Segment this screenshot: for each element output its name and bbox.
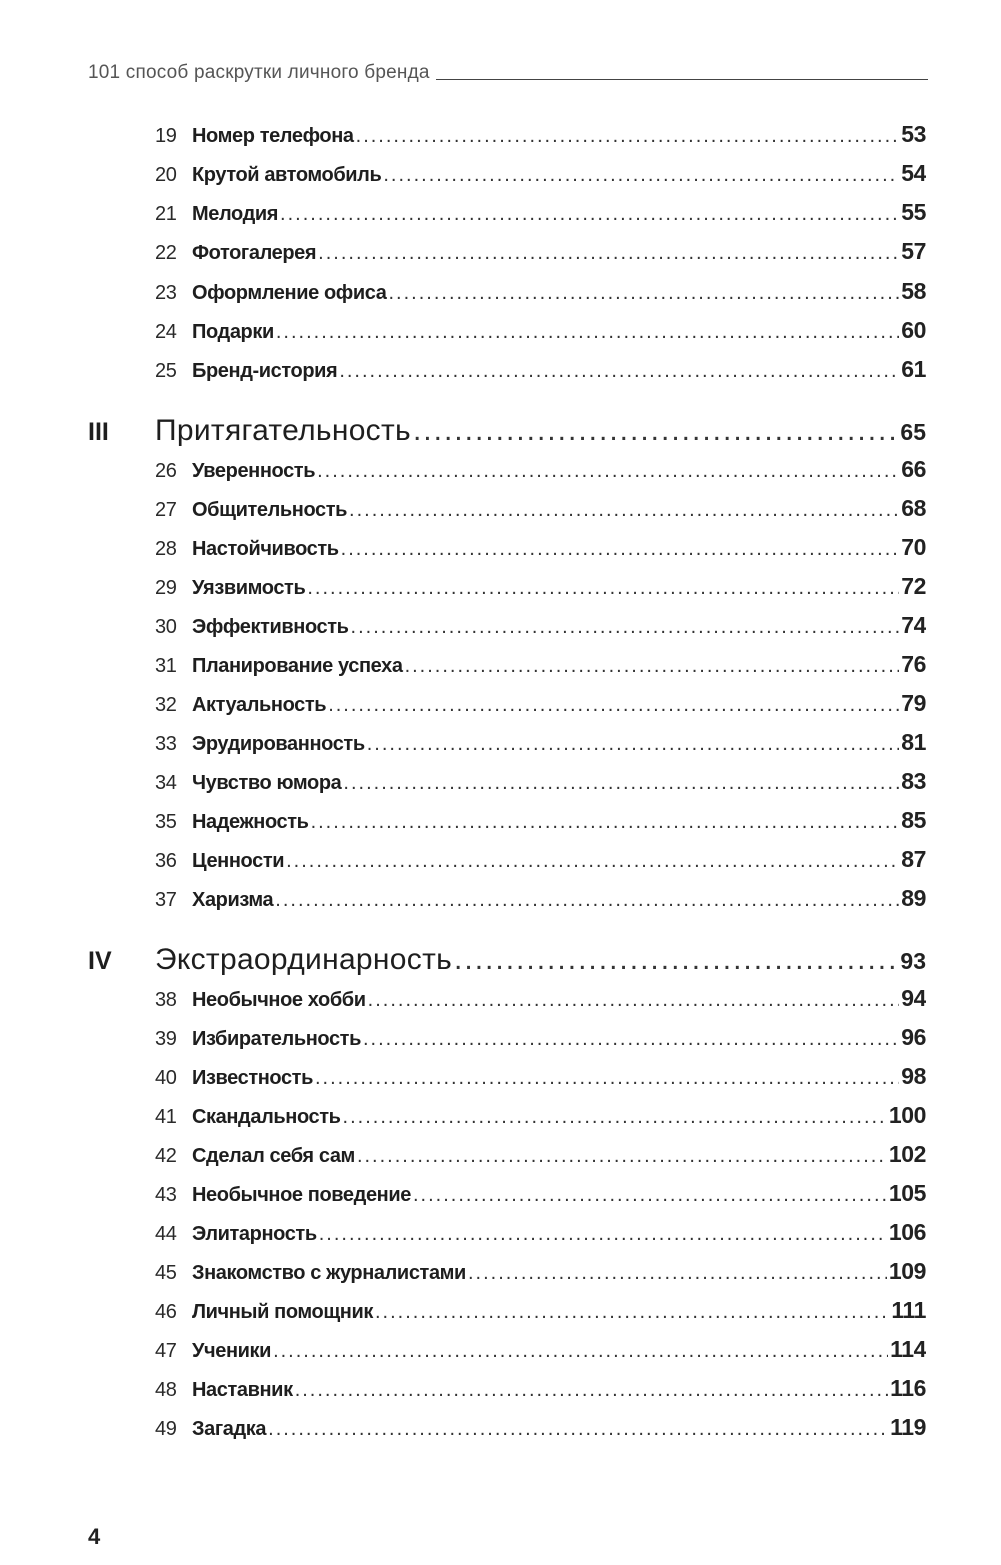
- dot-leader: [343, 772, 899, 795]
- dot-leader: [351, 616, 900, 639]
- entry-number: 37: [155, 889, 177, 911]
- entry-title: Необычное хобби: [192, 989, 366, 1011]
- entry-number: 28: [155, 538, 177, 560]
- page-ref: 83: [901, 768, 926, 794]
- page-ref: 94: [901, 985, 926, 1011]
- chapter-title: Притягательность: [155, 414, 411, 447]
- page-ref: 60: [901, 317, 926, 343]
- entry-number: 27: [155, 499, 177, 521]
- page-ref: 55: [901, 199, 926, 225]
- entry-number: 46: [155, 1301, 177, 1323]
- page-ref: 76: [901, 651, 926, 677]
- entry-title: Личный помощник: [192, 1301, 373, 1323]
- entry-title: Эрудированность: [192, 733, 365, 755]
- dot-leader: [315, 1067, 899, 1090]
- entry-title: Фотогалерея: [192, 242, 317, 264]
- entry-title: Чувство юмора: [192, 772, 342, 794]
- running-header: [88, 62, 928, 84]
- toc-entry[interactable]: [155, 1414, 926, 1441]
- entry-title: Избирательность: [192, 1028, 361, 1050]
- dot-leader: [367, 733, 899, 756]
- toc-entry[interactable]: [155, 1258, 926, 1285]
- entry-title: Наставник: [192, 1379, 293, 1401]
- entry-number: 33: [155, 733, 177, 755]
- dot-leader: [405, 655, 900, 678]
- entry-number: 32: [155, 694, 177, 716]
- entry-title: Харизма: [192, 889, 274, 911]
- dot-leader: [357, 1145, 887, 1168]
- entry-number: 44: [155, 1223, 177, 1245]
- toc-entry[interactable]: [155, 1141, 926, 1168]
- dot-leader: [317, 460, 899, 483]
- page-ref: 98: [901, 1063, 926, 1089]
- entry-number: 34: [155, 772, 177, 794]
- toc-entry[interactable]: [155, 356, 926, 383]
- toc-entry[interactable]: [155, 238, 926, 265]
- toc-entry[interactable]: [155, 495, 926, 522]
- toc-entry[interactable]: [155, 768, 926, 795]
- toc-entry[interactable]: [155, 846, 926, 873]
- entry-number: 22: [155, 242, 177, 264]
- entry-number: 26: [155, 460, 177, 482]
- toc-entry[interactable]: [155, 651, 926, 678]
- toc-entry[interactable]: [155, 985, 926, 1012]
- page-ref: 54: [901, 160, 926, 186]
- toc-entry[interactable]: [155, 121, 926, 148]
- page-ref: 96: [901, 1024, 926, 1050]
- entry-number: 49: [155, 1418, 177, 1440]
- page-ref: 72: [901, 573, 926, 599]
- entry-title: Планирование успеха: [192, 655, 403, 677]
- dot-leader: [388, 282, 899, 305]
- toc-entry[interactable]: [155, 1297, 926, 1324]
- toc-entry[interactable]: [155, 1180, 926, 1207]
- toc-entry[interactable]: [155, 456, 926, 483]
- page-ref: 53: [901, 121, 926, 147]
- entry-number: 38: [155, 989, 177, 1011]
- entry-title: Знакомство с журналистами: [192, 1262, 466, 1284]
- dot-leader: [363, 1028, 899, 1051]
- page-ref: 85: [901, 807, 926, 833]
- toc-entry[interactable]: [155, 573, 926, 600]
- dot-leader: [286, 850, 899, 873]
- dot-leader: [349, 499, 899, 522]
- entry-title: Скандальность: [192, 1106, 341, 1128]
- page-ref: 106: [888, 1219, 926, 1245]
- page-ref: 57: [901, 238, 926, 264]
- toc-entry[interactable]: [155, 1219, 926, 1246]
- entry-number: 31: [155, 655, 177, 677]
- entry-title: Известность: [192, 1067, 313, 1089]
- page-ref: 79: [901, 690, 926, 716]
- entry-title: Крутой автомобиль: [192, 164, 382, 186]
- dot-leader: [318, 242, 899, 265]
- entry-title: Элитарность: [192, 1223, 317, 1245]
- entry-number: 40: [155, 1067, 177, 1089]
- entry-number: 25: [155, 360, 177, 382]
- entry-title: Надежность: [192, 811, 309, 833]
- entry-number: 43: [155, 1184, 177, 1206]
- page-ref: 65: [900, 419, 926, 445]
- dot-leader: [383, 164, 899, 187]
- entry-title: Ценности: [192, 850, 285, 872]
- dot-leader: [295, 1379, 888, 1402]
- entry-number: 20: [155, 164, 177, 186]
- chapter-title: Экстраординарность: [155, 943, 453, 976]
- dot-leader: [341, 538, 900, 561]
- dot-leader: [280, 203, 899, 226]
- entry-number: 21: [155, 203, 177, 225]
- entry-title: Сделал себя сам: [192, 1145, 355, 1167]
- entry-title: Подарки: [192, 321, 274, 343]
- dot-leader: [468, 1262, 887, 1285]
- page-ref: 100: [888, 1102, 926, 1128]
- toc-entry[interactable]: [155, 1336, 926, 1363]
- entry-number: 39: [155, 1028, 177, 1050]
- entry-title: Актуальность: [192, 694, 327, 716]
- entry-title: Эффективность: [192, 616, 349, 638]
- dot-leader: [311, 811, 900, 834]
- entry-number: 47: [155, 1340, 177, 1362]
- page-ref: 102: [888, 1141, 926, 1167]
- page-ref: 109: [888, 1258, 926, 1284]
- dot-leader: [375, 1301, 889, 1324]
- dot-leader: [356, 125, 900, 148]
- dot-leader: [328, 694, 899, 717]
- book-title: 101 способ раскрутки личного бренда: [88, 62, 430, 83]
- toc-entry[interactable]: [155, 1024, 926, 1051]
- entry-title: Уязвимость: [192, 577, 306, 599]
- entry-number: 36: [155, 850, 177, 872]
- entry-number: 45: [155, 1262, 177, 1284]
- toc-chapter[interactable]: [88, 943, 926, 977]
- page-ref: 81: [901, 729, 926, 755]
- dot-leader: [273, 1340, 888, 1363]
- page-ref: 105: [888, 1180, 926, 1206]
- entry-title: Мелодия: [192, 203, 279, 225]
- entry-title: Уверенность: [192, 460, 316, 482]
- page-number: 4: [88, 1524, 101, 1549]
- toc-entry[interactable]: [155, 317, 926, 344]
- toc-entry[interactable]: [155, 885, 926, 912]
- toc-entry[interactable]: [155, 690, 926, 717]
- chapter-number: IV: [88, 947, 112, 975]
- toc-entry[interactable]: [155, 199, 926, 226]
- dot-leader: [368, 989, 900, 1012]
- entry-number: 48: [155, 1379, 177, 1401]
- dot-leader: [454, 943, 898, 977]
- page-ref: 114: [890, 1336, 926, 1362]
- entry-number: 30: [155, 616, 177, 638]
- page-ref: 87: [901, 846, 926, 872]
- dot-leader: [339, 360, 899, 383]
- entry-title: Настойчивость: [192, 538, 339, 560]
- toc-entry[interactable]: [155, 1063, 926, 1090]
- toc-entry[interactable]: [155, 1375, 926, 1402]
- page-ref: 116: [890, 1375, 926, 1401]
- page-ref: 89: [901, 885, 926, 911]
- toc-entry[interactable]: [155, 278, 926, 305]
- page-ref: 68: [901, 495, 926, 521]
- entry-number: 23: [155, 282, 177, 304]
- page-ref: 61: [901, 356, 926, 382]
- toc-entry[interactable]: [155, 534, 926, 561]
- entry-title: Оформление офиса: [192, 282, 387, 304]
- entry-title: Ученики: [192, 1340, 272, 1362]
- dot-leader: [307, 577, 899, 600]
- toc-entry[interactable]: [155, 160, 926, 187]
- entry-title: Загадка: [192, 1418, 267, 1440]
- toc-entry[interactable]: [155, 612, 926, 639]
- dot-leader: [343, 1106, 887, 1129]
- toc-entry[interactable]: [155, 807, 926, 834]
- entry-number: 41: [155, 1106, 177, 1128]
- entry-title: Бренд-история: [192, 360, 338, 382]
- header-rule: [436, 79, 928, 80]
- dot-leader: [413, 414, 898, 448]
- dot-leader: [276, 321, 899, 344]
- dot-leader: [413, 1184, 887, 1207]
- entry-number: 42: [155, 1145, 177, 1167]
- entry-number: 35: [155, 811, 177, 833]
- page-ref: 111: [891, 1297, 926, 1323]
- page-ref: 58: [901, 278, 926, 304]
- toc-entry[interactable]: [155, 1102, 926, 1129]
- entry-number: 24: [155, 321, 177, 343]
- page-ref: 70: [901, 534, 926, 560]
- toc-entry[interactable]: [155, 729, 926, 756]
- chapter-number: III: [88, 418, 109, 446]
- entry-title: Необычное поведение: [192, 1184, 411, 1206]
- page-ref: 74: [901, 612, 926, 638]
- dot-leader: [319, 1223, 887, 1246]
- page-ref: 66: [901, 456, 926, 482]
- page-ref: 119: [890, 1414, 926, 1440]
- entry-title: Номер телефона: [192, 125, 354, 147]
- dot-leader: [275, 889, 899, 912]
- toc-chapter[interactable]: [88, 414, 926, 448]
- dot-leader: [268, 1418, 888, 1441]
- entry-number: 29: [155, 577, 177, 599]
- entry-title: Общительность: [192, 499, 348, 521]
- page-ref: 93: [900, 948, 926, 974]
- entry-number: 19: [155, 125, 177, 147]
